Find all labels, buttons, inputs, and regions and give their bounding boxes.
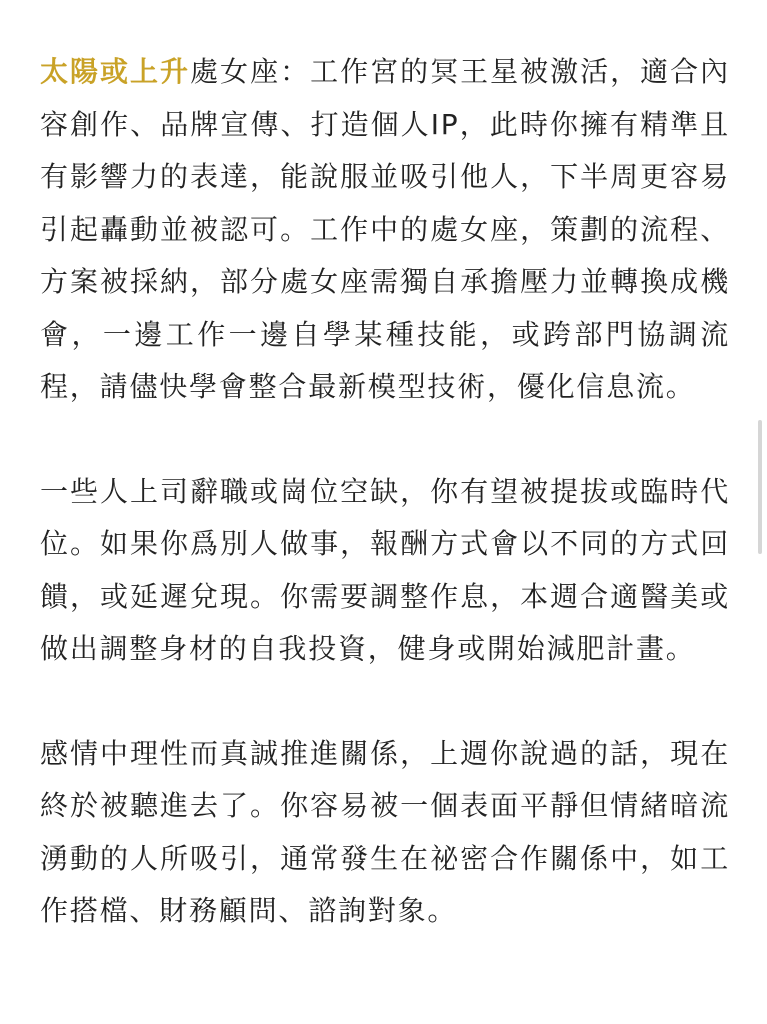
paragraph-love [40, 728, 730, 938]
scrollbar-thumb[interactable] [758, 420, 762, 554]
paragraph-text: 一些人上司辭職或崗位空缺，你有望被提拔或臨時代位。如果你爲別人做事，報酬方式會以不同的方式回饋，或延遲兌現。你需要調整作息，本週合適醫美或做出調整身材的自我投資，健身或開始減肥計畫。 [40, 474, 730, 665]
paragraph-text: 處女座：工作宮的冥王星被激活，適合內容創作、品牌宣傳、打造個人IP，此時你擁有精準且有影響力的表達，能說服並吸引他人，下半周更容易引起轟動並被認可。工作中的處女座，策劃的流程、方案被採納，部分處女座需獨自承擔壓力並轉換成機會，一邊工作一邊自學某種技能，或跨部門協調流程，請儘快學會整合最新模型技術，優化信息流。 [40, 55, 730, 403]
paragraph-work [40, 46, 730, 414]
paragraph-career [40, 466, 730, 676]
paragraph-text: 感情中理性而真誠推進關係，上週你說過的話，現在終於被聽進去了。你容易被一個表面平靜但情緒暗流湧動的人所吸引，通常發生在祕密合作關係中，如工作搭檔、財務顧問、諮詢對象。 [40, 736, 730, 927]
highlight-label: 太陽或上升 [40, 55, 191, 88]
article-body [40, 46, 730, 938]
